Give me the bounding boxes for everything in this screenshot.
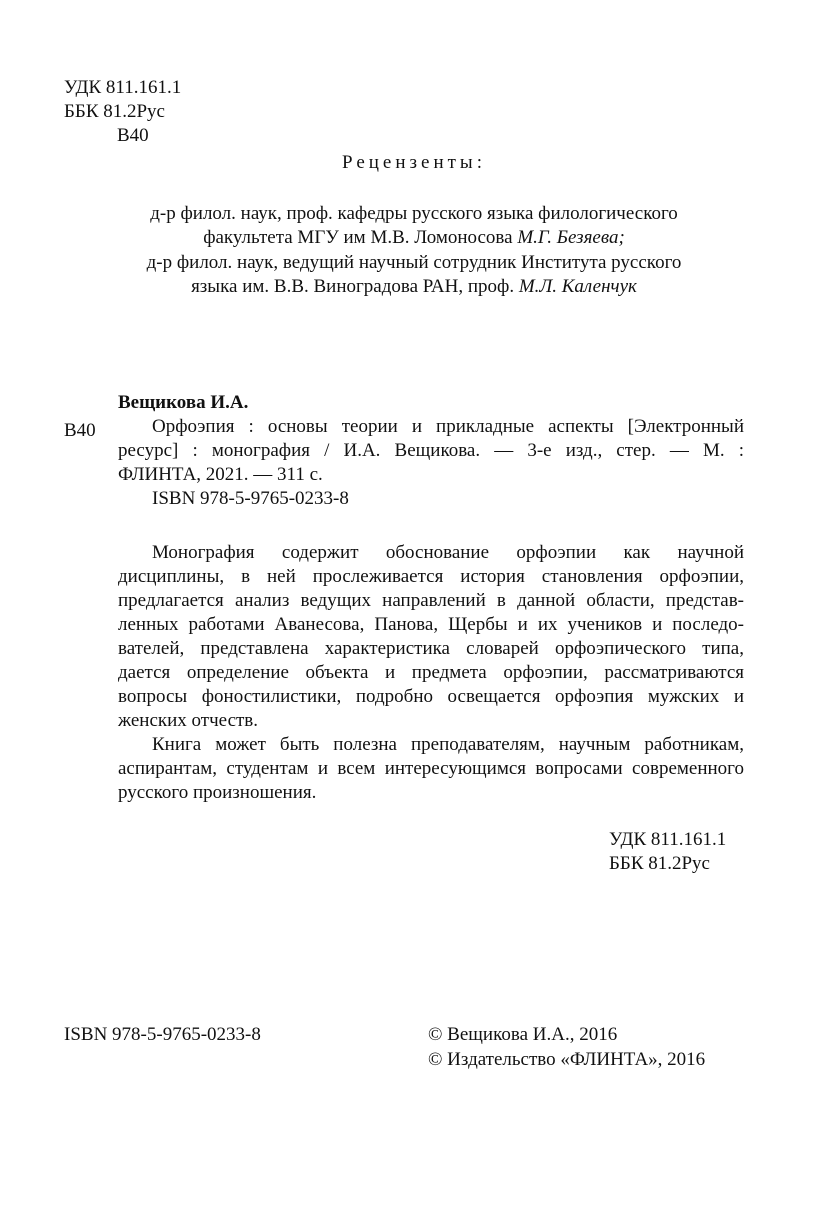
- bib-line: Орфоэпия : основы теории и прикладные аспекты [Электронный: [152, 416, 744, 437]
- reviewers-title: Рецензенты:: [342, 152, 486, 173]
- bib-author: Вещикова И.А.: [118, 392, 249, 413]
- reviewer-2-line-1: д-р филол. наук, ведущий научный сотрудник Института русского: [146, 252, 682, 273]
- header-code: В40: [117, 125, 149, 146]
- annotation-p1-line: ленных работами Аванесова, Панова, Щербы и их учеников и последо-: [118, 614, 744, 635]
- annotation-p2-line: Книга может быть полезна преподавателям, научным работникам,: [152, 734, 744, 755]
- footer-isbn: ISBN 978-5-9765-0233-8: [64, 1024, 261, 1045]
- reviewer-1-line-1: д-р филол. наук, проф. кафедры русского языка филологического: [150, 203, 678, 224]
- annotation-p1-line: дается определение объекта и предмета орфоэпии, рассматриваются: [118, 662, 744, 683]
- bib-code: В40: [64, 420, 96, 441]
- classification-udk: УДК 811.161.1: [609, 829, 727, 850]
- annotation-p1-line: женских отчеств.: [118, 710, 259, 731]
- annotation-p1-line: Монография содержит обоснование орфоэпии как научной: [152, 542, 744, 563]
- footer-copyright-author: © Вещикова И.А., 2016: [428, 1024, 618, 1045]
- bib-line: ФЛИНТА, 2021. — 311 с.: [118, 464, 323, 485]
- reviewer-2-line-2: языка им. В.В. Виноградова РАН, проф. М.Л. Каленчук: [191, 276, 637, 297]
- annotation: [118, 541, 744, 805]
- header-udk: УДК 811.161.1: [64, 77, 182, 98]
- reviewer-1-line-2: факультета МГУ им М.В. Ломоносова М.Г. Безяева;: [203, 227, 625, 248]
- reviewer-1-name: М.Г. Безяева;: [517, 227, 625, 248]
- annotation-p2-line: русского произношения.: [118, 782, 317, 803]
- reviewer-2-name: М.Л. Каленчук: [518, 276, 637, 297]
- annotation-p1-line: дисциплины, в ней прослеживается история становления орфоэпии,: [118, 566, 744, 587]
- annotation-p2-line: аспирантам, студентам и всем интересующимся вопросами современного: [118, 758, 744, 779]
- annotation-p1-line: вопросы фоностилистики, подробно освещается орфоэпия мужских и: [118, 686, 744, 707]
- header-bbk: ББК 81.2Рус: [64, 101, 165, 122]
- annotation-p1-line: вателей, представлена характеристика словарей орфоэпического типа,: [118, 638, 744, 659]
- bib-line: ресурс] : монография / И.А. Вещикова. — 3-е изд., стер. — М. :: [118, 440, 744, 461]
- annotation-p1-line: предлагается анализ ведущих направлений в данной области, представ-: [118, 590, 744, 611]
- footer-copyright-publisher: © Издательство «ФЛИНТА», 2016: [428, 1049, 706, 1070]
- bib-description: [118, 415, 744, 511]
- bib-isbn: ISBN 978-5-9765-0233-8: [152, 488, 349, 509]
- classification-bbk: ББК 81.2Рус: [609, 853, 710, 874]
